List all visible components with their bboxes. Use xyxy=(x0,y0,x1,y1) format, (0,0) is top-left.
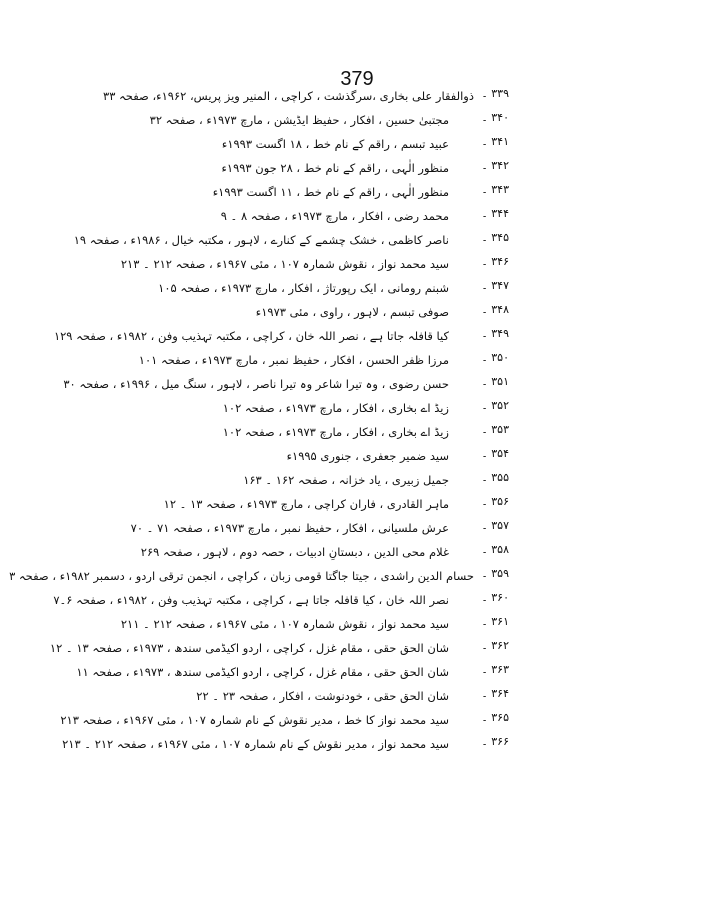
entry-text: حسن رضوی ، وہ تیرا شاعر وہ تیرا ناصر ، لاہور ، سنگ میل ، ۱۹۹۶ء ، صفحہ ۳۰ xyxy=(63,377,449,391)
entry-text: ماہر القادری ، فاران کراچی ، مارچ ۱۹۷۳ء ، صفحہ ۱۳ ۔ ۱۲ xyxy=(163,497,449,511)
entry-number: ۳۴۵ ۔ xyxy=(481,231,509,244)
entry-number: ۳۴۸ ۔ xyxy=(481,303,509,316)
list-item xyxy=(0,564,714,588)
entry-number: ۳۵۰ ۔ xyxy=(481,351,509,364)
entry-number: ۳۴۰ ۔ xyxy=(481,111,509,124)
entry-number: ۳۵۳ ۔ xyxy=(481,423,509,436)
list-item xyxy=(0,180,714,204)
list-item xyxy=(0,84,714,108)
entry-text: صوفی تبسم ، لاہور ، راوی ، مئی ۱۹۷۳ء xyxy=(255,305,449,319)
entry-number: ۳۶۰ ۔ xyxy=(481,591,509,604)
entry-text: عرش ملسیانی ، افکار ، حفیظ نمبر ، مارچ ۱۹۷۳ء ، صفحہ ۷۱ ۔ ۷۰ xyxy=(130,521,449,535)
list-item xyxy=(0,684,714,708)
entry-text: مرزا ظفر الحسن ، افکار ، حفیظ نمبر ، مارچ ۱۹۷۳ء ، صفحہ ۱۰۱ xyxy=(138,353,449,367)
reference-list xyxy=(0,84,714,764)
entry-number: ۳۵۶ ۔ xyxy=(481,495,509,508)
list-item xyxy=(0,276,714,300)
list-item xyxy=(0,468,714,492)
entry-text: شان الحق حقی ، مقام غزل ، کراچی ، اردو اکیڈمی سندھ ، ۱۹۷۳ء ، صفحہ ۱۱ xyxy=(76,665,449,679)
entry-number: ۳۵۷ ۔ xyxy=(481,519,509,532)
list-item xyxy=(0,420,714,444)
list-item xyxy=(0,228,714,252)
entry-text: شان الحق حقی ، مقام غزل ، کراچی ، اردو اکیڈمی سندھ ، ۱۹۷۳ء ، صفحہ ۱۳ ۔ ۱۲ xyxy=(49,641,449,655)
list-item xyxy=(0,204,714,228)
list-item xyxy=(0,708,714,732)
list-item xyxy=(0,156,714,180)
entry-number: ۳۵۴ ۔ xyxy=(481,447,509,460)
entry-number: ۳۵۵ ۔ xyxy=(481,471,509,484)
entry-text: حسام الدین راشدی ، جیتا جاگتا قومی زبان ، کراچی ، انجمن ترقی اردو ، دسمبر ۱۹۸۲ء ، صفحہ ۳ xyxy=(9,569,474,583)
entry-number: ۳۴۹ ۔ xyxy=(481,327,509,340)
list-item xyxy=(0,132,714,156)
entry-text: مجتبیٰ حسین ، افکار ، حفیظ ایڈیشن ، مارچ ۱۹۷۳ء ، صفحہ ۳۲ xyxy=(149,113,449,127)
entry-number: ۳۵۱ ۔ xyxy=(481,375,509,388)
entry-text: کیا قافلہ جاتا ہے ، نصر اللہ خان ، کراچی ، مکتبہ تہذیب وفن ، ۱۹۸۲ء ، صفحہ ۱۲۹ xyxy=(53,329,449,343)
entry-number: ۳۵۹ ۔ xyxy=(481,567,509,580)
list-item xyxy=(0,492,714,516)
entry-number: ۳۶۵ ۔ xyxy=(481,711,509,724)
list-item xyxy=(0,516,714,540)
entry-text: غلام محی الدین ، دبستانِ ادبیات ، حصہ دوم ، لاہور ، صفحہ ۲۶۹ xyxy=(140,545,449,559)
entry-text: شبنم رومانی ، ایک رپورتاژ ، افکار ، مارچ ۱۹۷۳ء ، صفحہ ۱۰۵ xyxy=(158,281,449,295)
entry-number: ۳۶۴ ۔ xyxy=(481,687,509,700)
entry-text: سید ضمیر جعفری ، جنوری ۱۹۹۵ء xyxy=(286,449,449,463)
list-item xyxy=(0,324,714,348)
list-item xyxy=(0,636,714,660)
entry-text: نصر اللہ خان ، کیا قافلہ جاتا ہے ، کراچی ، مکتبہ تہذیب وفن ، ۱۹۸۲ء ، صفحہ ۶۔۷ xyxy=(53,593,449,607)
entry-text: سید محمد نواز ، نقوش شمارہ ۱۰۷ ، مئی ۱۹۶۷ء ، صفحہ ۲۱۲ ۔ ۲۱۳ xyxy=(120,257,449,271)
list-item xyxy=(0,396,714,420)
list-item xyxy=(0,300,714,324)
entry-text: منظور الٰہی ، راقم کے نام خط ، ۲۸ جون ۱۹۹۳ء xyxy=(221,161,449,175)
entry-text: جمیل زبیری ، یاد خزانہ ، صفحہ ۱۶۲ ۔ ۱۶۳ xyxy=(243,473,449,487)
entry-number: ۳۶۶ ۔ xyxy=(481,735,509,748)
list-item xyxy=(0,612,714,636)
list-item xyxy=(0,444,714,468)
entry-text: سید محمد نواز کا خط ، مدیر نقوش کے نام شمارہ ۱۰۷ ، مئی ۱۹۶۷ء ، صفحہ ۲۱۳ xyxy=(60,713,449,727)
list-item xyxy=(0,348,714,372)
entry-number: ۳۴۳ ۔ xyxy=(481,183,509,196)
list-item xyxy=(0,108,714,132)
page-number: 379 xyxy=(340,68,374,90)
entry-text: ذوالفقار علی بخاری ،سرگذشت ، کراچی ، المنیر ویز پریس، ۱۹۶۲ء، صفحہ ۳۳ xyxy=(103,89,474,103)
entry-number: ۳۴۴ ۔ xyxy=(481,207,509,220)
entry-number: ۳۴۶ ۔ xyxy=(481,255,509,268)
entry-number: ۳۶۲ ۔ xyxy=(481,639,509,652)
entry-number: ۳۶۳ ۔ xyxy=(481,663,509,676)
list-item xyxy=(0,588,714,612)
entry-text: منظور الٰہی ، راقم کے نام خط ، ۱۱ اگست ۱۹۹۳ء xyxy=(212,185,449,199)
entry-number: ۳۵۸ ۔ xyxy=(481,543,509,556)
list-item xyxy=(0,252,714,276)
entry-number: ۳۶۱ ۔ xyxy=(481,615,509,628)
entry-text: ناصر کاظمی ، خشک چشمے کے کنارے ، لاہور ، مکتبہ خیال ، ۱۹۸۶ء ، صفحہ ۱۹ xyxy=(73,233,449,247)
entry-text: عبید تبسم ، راقم کے نام خط ، ۱۸ اگست ۱۹۹۳ء xyxy=(221,137,449,151)
entry-text: سید محمد نواز ، نقوش شمارہ ۱۰۷ ، مئی ۱۹۶۷ء ، صفحہ ۲۱۲ ۔ ۲۱۱ xyxy=(120,617,449,631)
entry-text: زیڈ اے بخاری ، افکار ، مارچ ۱۹۷۳ء ، صفحہ ۱۰۲ xyxy=(222,425,449,439)
list-item xyxy=(0,372,714,396)
list-item xyxy=(0,660,714,684)
entry-text: محمد رضی ، افکار ، مارچ ۱۹۷۳ء ، صفحہ ۸ ۔ ۹ xyxy=(220,209,449,223)
list-item xyxy=(0,540,714,564)
entry-number: ۳۴۱ ۔ xyxy=(481,135,509,148)
list-item xyxy=(0,732,714,756)
entry-number: ۳۳۹ ۔ xyxy=(481,87,509,100)
entry-number: ۳۴۲ ۔ xyxy=(481,159,509,172)
entry-text: زیڈ اے بخاری ، افکار ، مارچ ۱۹۷۳ء ، صفحہ ۱۰۲ xyxy=(222,401,449,415)
entry-text: شان الحق حقی ، خودنوشت ، افکار ، صفحہ ۲۳ ۔ ۲۲ xyxy=(196,689,449,703)
entry-number: ۳۵۲ ۔ xyxy=(481,399,509,412)
entry-text: سید محمد نواز ، مدیر نقوش کے نام شمارہ ۱۰۷ ، مئی ۱۹۶۷ء ، صفحہ ۲۱۲ ۔ ۲۱۳ xyxy=(62,737,449,751)
entry-number: ۳۴۷ ۔ xyxy=(481,279,509,292)
